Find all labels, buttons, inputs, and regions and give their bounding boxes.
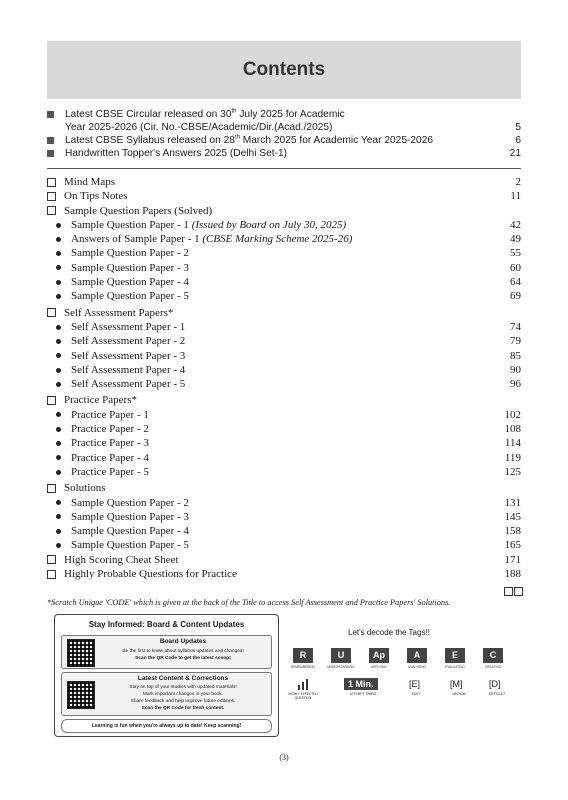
toc-section: Mind Maps 2 [47, 175, 521, 189]
page-number: (3) [279, 753, 289, 762]
toc-item: Sample Question Paper - 3 60 [47, 261, 521, 275]
bullet-icon [56, 280, 61, 285]
checkbox-icon [514, 587, 523, 596]
bullet-icon [56, 455, 61, 460]
bullet-icon [56, 412, 61, 417]
checkbox-icon [504, 587, 513, 596]
bullet-icon [56, 529, 61, 534]
page-number: 21 [509, 148, 521, 159]
checkbox-icon [47, 206, 56, 215]
toc-item: Answers of Sample Paper - 1 (CBSE Marking Scheme 2025-26) 49 [47, 232, 521, 246]
checkbox-icon [47, 308, 56, 317]
chart-icon [297, 679, 309, 692]
tags-legend: Let's decode the Tags!! R U Ap A E C REMEMBERING UNDERSTANDING APPLYING ANALYSING EVALUATING CREATING 1 Min. [E] [M] [D] HIGHLY EXPECTED QUESTION ATTEMPT TIMING EASY MEDIUM DIFFICULT [288, 628, 506, 700]
square-bullet-icon [47, 150, 54, 157]
square-bullet-icon [47, 137, 54, 144]
bullet-icon [56, 339, 61, 344]
checkbox-icon [47, 484, 56, 493]
toc-item: Sample Question Paper - 2 131 [47, 496, 521, 510]
toc-section: Highly Probable Questions for Practice 188 [47, 567, 521, 581]
top-item-syllabus: Latest CBSE Syllabus released on 28th March 2025 for Academic Year 2025-2026 6 [47, 134, 521, 147]
toc-item: Sample Question Paper - 2 55 [47, 246, 521, 260]
toc-section: Solutions [47, 481, 521, 495]
checkbox-icon [47, 555, 56, 564]
checkbox-icon [47, 396, 56, 405]
toc-section: On Tips Notes 11 [47, 189, 521, 203]
toc-item: Sample Question Paper - 4 64 [47, 275, 521, 289]
bullet-icon [56, 441, 61, 446]
toc-list [47, 175, 521, 581]
toc-item: Practice Paper - 2 108 [47, 422, 521, 436]
top-list [47, 108, 521, 160]
updates-box [54, 614, 279, 737]
page-number: 5 [515, 122, 521, 133]
tag-difficult: [D] [489, 679, 501, 689]
bullet-icon [56, 470, 61, 475]
tag-c: C [483, 648, 503, 663]
tag-ap: Ap [369, 648, 389, 663]
checkbox-icon [47, 192, 56, 201]
tag-time: 1 Min. [344, 679, 378, 689]
square-bullet-icon [47, 111, 54, 118]
top-item-circular: Latest CBSE Circular released on 30th July 2025 for Academic Year 2025-2026 (Cir. No.-CBSE/Academic/Dir.(Acad./2025) 5 [47, 108, 521, 134]
updates-heading: Stay Informed: Board & Content Updates [88, 620, 245, 629]
tags-heading: Let's decode the Tags!! [348, 628, 430, 637]
bullet-icon [56, 368, 61, 373]
footnote: *Scratch Unique 'CODE' which is given at the back of the Title to access Self Assessment and Practice Papers' Solutions. [47, 598, 451, 607]
toc-item: Self Assessment Paper - 3 85 [47, 349, 521, 363]
tag-r: R [293, 648, 313, 663]
toc-item: Sample Question Paper - 4 158 [47, 524, 521, 538]
bullet-icon [56, 325, 61, 330]
bullet-icon [56, 382, 61, 387]
toc-item: Practice Paper - 3 114 [47, 436, 521, 450]
checkbox-icon [47, 570, 56, 579]
tag-medium: [M] [450, 679, 463, 689]
page-title: Contents [242, 59, 326, 80]
bullet-icon [56, 543, 61, 548]
contents-banner [47, 41, 521, 99]
bullet-icon [56, 251, 61, 256]
tag-u: U [331, 648, 351, 663]
board-updates-card: Board Updates Be the first to know about syllabus updates and changes! Scan the QR Code to get the latest scoop! [61, 635, 272, 669]
page-number: 6 [515, 135, 521, 146]
toc-section: High Scoring Cheat Sheet 171 [47, 553, 521, 567]
toc-item: Practice Paper - 1 102 [47, 408, 521, 422]
bullet-icon [56, 265, 61, 270]
divider [47, 168, 521, 169]
toc-item: Practice Paper - 5 125 [47, 465, 521, 479]
tag-a: A [407, 648, 427, 663]
toc-section: Sample Question Papers (Solved) [47, 204, 521, 218]
qr-code-icon[interactable] [67, 639, 95, 667]
bullet-icon [56, 427, 61, 432]
tag-e: E [445, 648, 465, 663]
bullet-icon [56, 237, 61, 242]
content-updates-card: Latest Content & Corrections Stay on top of your studies with updated materials! Mark important changes in your book. Share feedback and help improve future editions. Scan the QR Code for fresh content. [61, 672, 272, 716]
toc-section: Self Assessment Papers* [47, 306, 521, 320]
toc-item: Practice Paper - 4 119 [47, 451, 521, 465]
toc-item: Self Assessment Paper - 5 96 [47, 377, 521, 391]
toc-item: Self Assessment Paper - 1 74 [47, 320, 521, 334]
bullet-icon [56, 353, 61, 358]
bullet-icon [56, 294, 61, 299]
checkbox-icon [47, 178, 56, 187]
toc-item: Self Assessment Paper - 4 90 [47, 363, 521, 377]
toc-item: Sample Question Paper - 5 165 [47, 538, 521, 552]
toc-item: Self Assessment Paper - 2 79 [47, 334, 521, 348]
tag-easy: [E] [409, 679, 421, 689]
qr-code-icon[interactable] [67, 681, 95, 709]
end-mark [504, 587, 523, 596]
bullet-icon [56, 500, 61, 505]
top-item-topper: Handwritten Topper's Answers 2025 (Delhi Set-1) 21 [47, 147, 521, 160]
toc-item: Sample Question Paper - 1 (Issued by Board on July 30, 2025) 42 [47, 218, 521, 232]
toc-item: Sample Question Paper - 5 69 [47, 289, 521, 303]
bullet-icon [56, 514, 61, 519]
toc-section: Practice Papers* [47, 393, 521, 407]
toc-item: Sample Question Paper - 3 145 [47, 510, 521, 524]
updates-footer: Learning is fun when you're always up to date! Keep scanning! [61, 719, 272, 733]
bullet-icon [56, 223, 61, 228]
